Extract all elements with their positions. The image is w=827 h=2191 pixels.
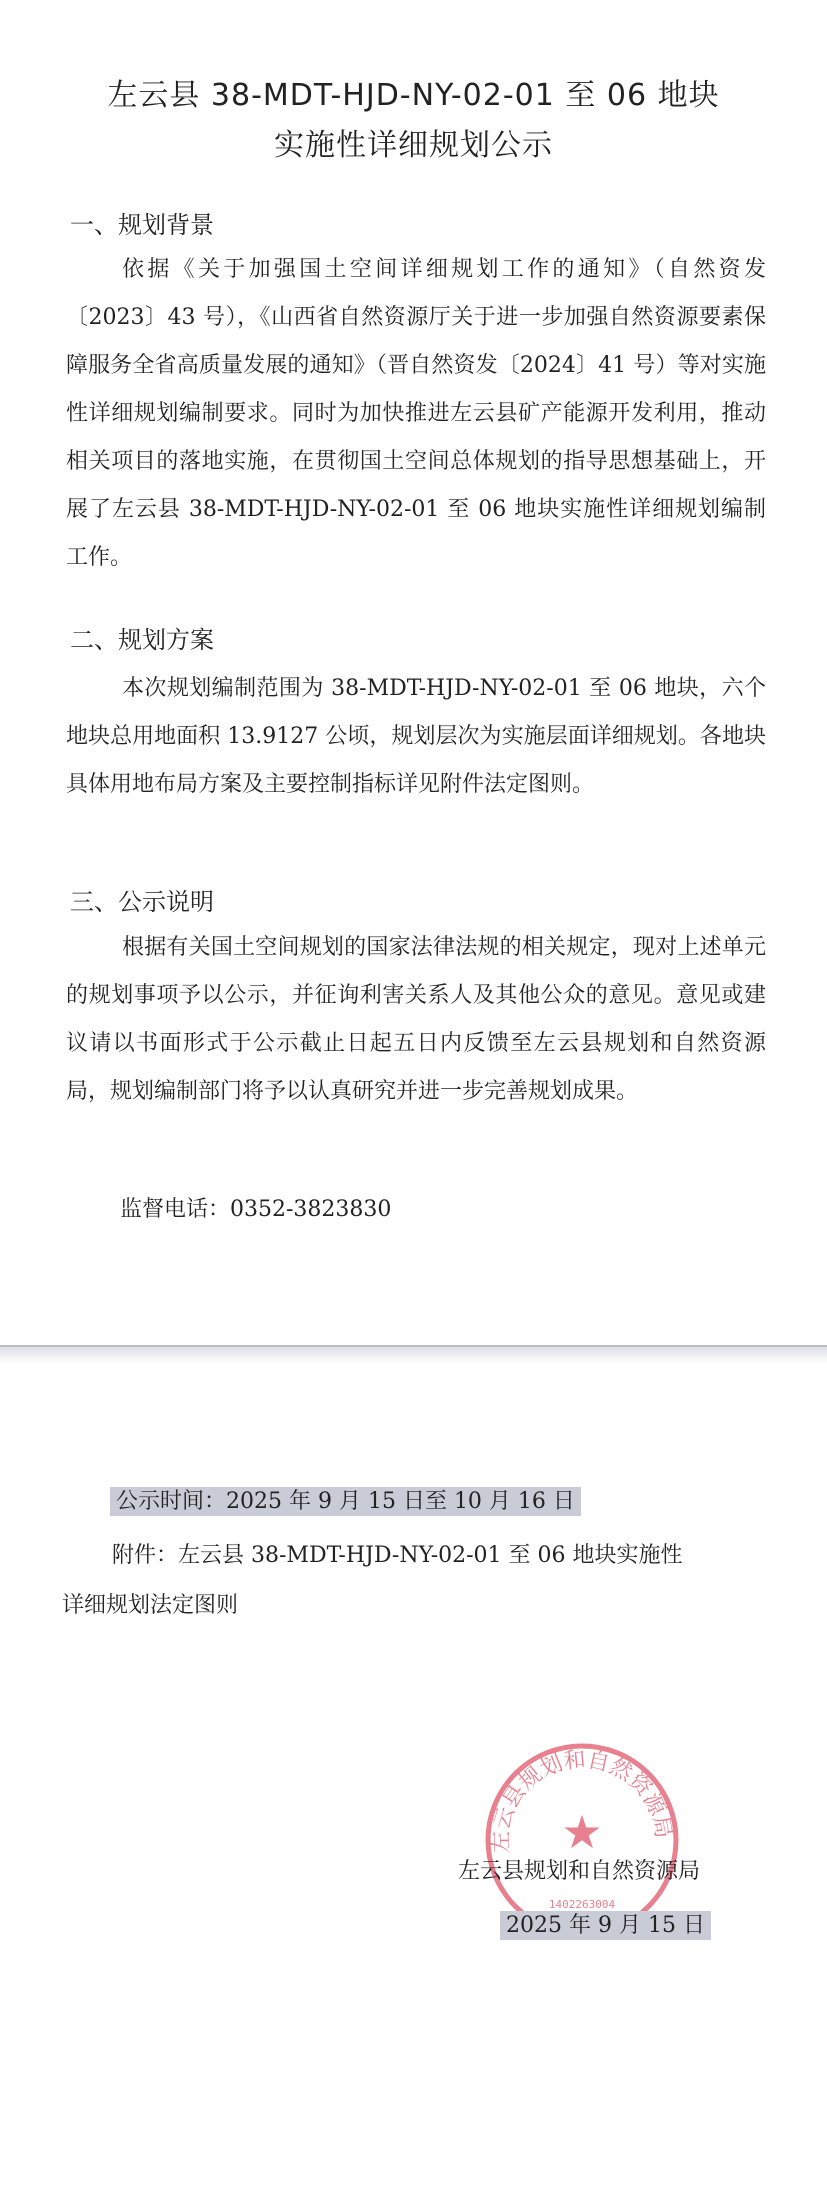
attachment-line-1: 附件：左云县 38-MDT-HJD-NY-02-01 至 06 地块实施性 [112,1543,683,1568]
svg-text:★: ★ [561,1805,603,1859]
section-paragraph-notice: 根据有关国土空间规划的国家法律法规的相关规定，现对上述单元的规划事项予以公示，并征询利害关系人及其他公众的意见。意见或建议请以书面形式于公示截止日起五日内反馈至左云县规划和自然资源局，规划编制部门将予以认真研究并进一步完善规划成果。 [66,935,766,1104]
notice-period-text: 公示时间：2025 年 9 月 15 日至 10 月 16 日 [110,1487,581,1516]
notice-period [110,1484,581,1515]
section-heading-background: 一、规划背景 [70,211,214,239]
section-paragraph-plan: 本次规划编制范围为 38-MDT-HJD-NY-02-01 至 06 地块，六个地块总用地面积 13.9127 公顷，规划层次为实施层面详细规划。各地块具体用地布局方案及主要控制指标详见附件法定图则。 [66,676,766,797]
supervision-phone: 监督电话：0352-3823830 [120,1197,392,1222]
section-paragraph-background: 依据《关于加强国土空间详细规划工作的通知》（自然资发〔2023〕43 号），《山西省自然资源厅关于进一步加强自然资源要素保障服务全省高质量发展的通知》（晋自然资发〔2024〕41 号）等对实施性详细规划编制要求。同时为加快推进左云县矿产能源开发利用，推动相关项目的落地实施，在贯彻国土空间总体规划的指导思想基础上，开展了左云县 38-MDT-HJD-NY-02-01 至 06 地块实施性详细规划编制工作。 [66,257,766,570]
page-divider [0,1345,827,1363]
section-heading-plan: 二、规划方案 [70,626,214,654]
document-title-line-2: 实施性详细规划公示 [274,128,553,163]
svg-text:1402263004: 1402263004 [548,1898,616,1911]
issue-date-text: 2025 年 9 月 15 日 [500,1911,711,1940]
issuer-name: 左云县规划和自然资源局 [458,1859,701,1884]
issue-date [500,1908,711,1939]
svg-text:左云县规划和自然资源局: 左云县规划和自然资源局 [488,1747,676,1854]
document-title-line-1: 左云县 38-MDT-HJD-NY-02-01 至 06 地块 [107,78,720,113]
attachment-line-2: 详细规划法定图则 [62,1593,239,1618]
section-heading-notice: 三、公示说明 [70,888,214,916]
